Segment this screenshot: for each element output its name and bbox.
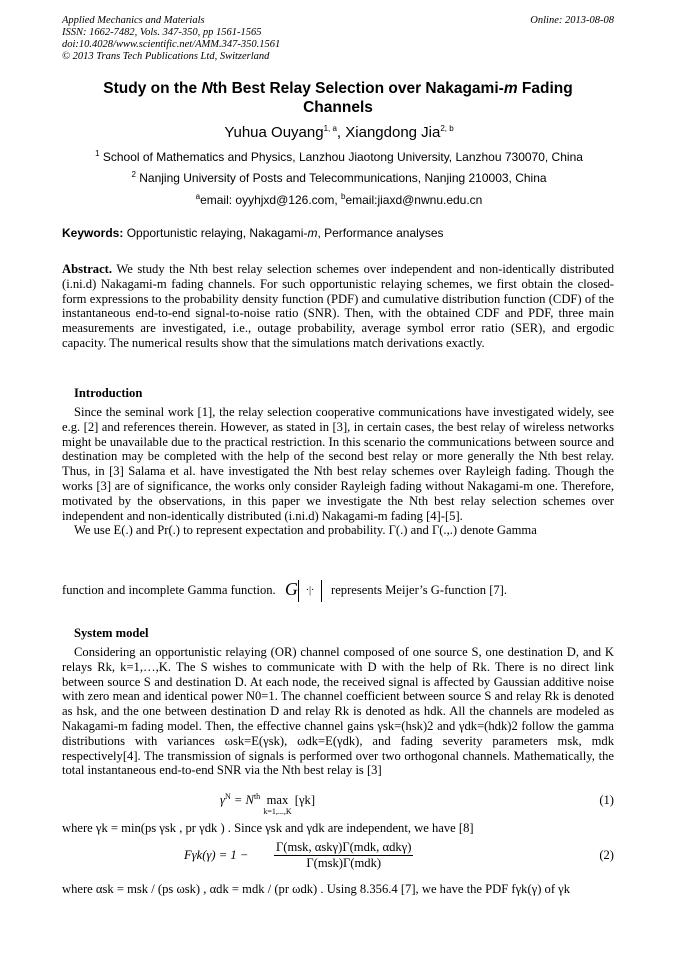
eq1-sup: N — [224, 791, 231, 801]
eq1-th: th — [253, 791, 261, 801]
intro-text: function and incomplete Gamma function. — [62, 582, 276, 597]
system-model-body — [62, 645, 614, 778]
aff2-text: Nanjing University of Posts and Telecommunications, Nanjing 210003, China — [135, 171, 547, 185]
system-paragraph-1: Considering an opportunistic relaying (OR) channel composed of one source S, one destination D, and K relays Rk, k=1,…,K. The S wishes to communicate with D with the help of Rk. There is no direct link between source S and destination D. At each node, the received signal is affected by Gaussian additive noise with zero mean and identical power N0=1. The channel coefficient between source S and relay Rk is denoted as hsk, and the one between destination D and relay Rk is denoted as hdk. All the channels are modeled as Nakagami-m fading model. Then, the effective channel gains γsk=(hsk)2 and γdk=(hdk)2 follow the gamma distributions with variances ωsk=E(γsk), ωdk=E(γdk), and fading severity parameters msk, mdk respectively[4]. The transmission of signals is performed over two orthogonal channels. Mathematically, the total instantaneous end-to-end SNR via the Nth best relay is [3] — [62, 645, 614, 778]
eq2-lhs: Fγk(γ) = 1 − — [184, 848, 249, 862]
introduction-body — [62, 405, 614, 538]
abstract — [62, 262, 614, 351]
keywords-text: Opportunistic relaying, Nakagami- — [123, 226, 308, 240]
meijer-g-bracket: ·|· — [298, 580, 322, 602]
system-paragraph-3 — [62, 882, 614, 897]
title-part: Fading — [517, 80, 573, 97]
eq2-numerator: Γ(msk, αskγ)Γ(mdk, αdkγ) — [276, 840, 412, 854]
issn-line: ISSN: 1662-7482, Vols. 347-350, pp 1561-1565 — [62, 27, 262, 38]
journal-name: Applied Mechanics and Materials — [62, 15, 205, 26]
author-sep: , — [336, 124, 346, 141]
author-1: Yuhua Ouyang — [224, 124, 324, 141]
eq2-denominator: Γ(msk)Γ(mdk) — [306, 856, 382, 870]
abstract-label: Abstract. — [62, 262, 113, 276]
keywords-italic: m — [307, 226, 318, 240]
doi-line: doi:10.4028/www.scientific.net/AMM.347-350.1561 — [62, 39, 281, 50]
section-heading-introduction: Introduction — [74, 386, 143, 400]
email-a: email: oyyhjxd@126.com, — [200, 193, 341, 207]
aff1-sup: 1 — [95, 149, 100, 158]
eq1-gamma: γ — [220, 793, 225, 807]
intro-paragraph-2: We use E(.) and Pr(.) to represent expectation and probability. Γ(.) and Γ(.,.) denote Gamma — [74, 523, 537, 538]
eq1-subscript: k=1,...,K — [263, 807, 292, 816]
intro-text: represents Meijer’s G-function [7]. — [331, 582, 508, 597]
eq2-number: (2) — [599, 848, 614, 862]
title-italic-n: N — [201, 80, 213, 97]
equation-1 — [62, 791, 614, 816]
equation-2 — [62, 840, 614, 876]
online-date: Online: 2013-08-08 — [530, 15, 614, 26]
title-part: Study on the — [103, 80, 202, 97]
title-part: th Best Relay Selection over Nakagami- — [212, 80, 504, 97]
journal-header — [62, 15, 614, 63]
eq1-number: (1) — [599, 793, 614, 807]
aff2-sup: 2 — [131, 170, 136, 179]
emails — [0, 193, 678, 207]
eq1-rhs: [γk] — [294, 793, 316, 807]
meijer-g-letter: G — [284, 579, 298, 600]
keywords-text: , Performance analyses — [317, 226, 444, 240]
keywords-label: Keywords: — [62, 226, 124, 240]
email-b-sup: b — [340, 192, 346, 201]
aff1-text: School of Mathematics and Physics, Lanzhou Jiaotong University, Lanzhou 730070, China — [99, 150, 583, 164]
title-italic-m: m — [503, 80, 518, 97]
paper-title — [62, 79, 614, 117]
intro-meijer-line — [62, 580, 614, 602]
eq2-fraction — [274, 840, 413, 871]
section-heading-system-model: System model — [74, 626, 149, 640]
email-b: email:jiaxd@nwnu.edu.cn — [345, 193, 483, 207]
system-text: where αsk = msk / (ps ωsk) , αdk = mdk / (pr ωdk) . Using 8.356.4 [7], we have the PDF fγk(γ) of γk — [62, 882, 571, 896]
author-1-sup: 1, a — [323, 124, 337, 133]
eq1-n: = N — [230, 793, 254, 807]
author-2: Xiangdong Jia — [345, 124, 441, 141]
system-text: where γk = min(ps γsk , pr γdk ) . Since γsk and γdk are independent, we have [8] — [62, 821, 474, 835]
system-paragraph-2 — [62, 821, 614, 836]
eq1-max: max — [266, 793, 289, 807]
title-line2: Channels — [303, 99, 373, 116]
affiliation-2 — [0, 171, 678, 185]
abstract-text: We study the Nth best relay selection schemes over independent and non-identically distributed (i.ni.d) Nakagami-m fading channels. For such opportunistic relaying schemes, we first obtain the closed-form expressions to the probability density function (PDF) and cumulative distribution function (CDF) of the instantaneous end-to-end signal-to-noise ratio (SNR). Then, with the obtained CDF and PDF, three main measurements are investigated, i.e., outage probability, average symbol error ratio (SER), and ergodic capacity. The numerical results show that the simulations match derivations exactly. — [62, 262, 614, 350]
email-a-sup: a — [195, 192, 201, 201]
intro-paragraph-1: Since the seminal work [1], the relay selection cooperative communications have investigated widely, see e.g. [2] and references therein. However, as stated in [3], in certain cases, the best relay of wireless networks might be unavailable due to the practical restriction. In this scenario the communications between source and destination may be completed with the help of the second best relay or more generally the Nth best relay. Thus, in [3] Salama et al. have investigated the Nth best relay schemes over Rayleigh fading. Though the works [3] are of significance, the works only consider Rayleigh fading without Nakagami-m one. Therefore, motivated by the observations, in this paper we investigate the Nth best relay selection schemes over independent and non-identically distributed (i.ni.d) Nakagami-m fading [4]-[5]. — [62, 405, 614, 523]
author-2-sup: 2, b — [440, 124, 454, 133]
affiliation-1 — [0, 150, 678, 164]
authors — [0, 124, 678, 141]
meijer-g-symbol — [285, 580, 322, 602]
keywords — [62, 226, 614, 240]
copyright-line: © 2013 Trans Tech Publications Ltd, Switzerland — [62, 51, 270, 62]
